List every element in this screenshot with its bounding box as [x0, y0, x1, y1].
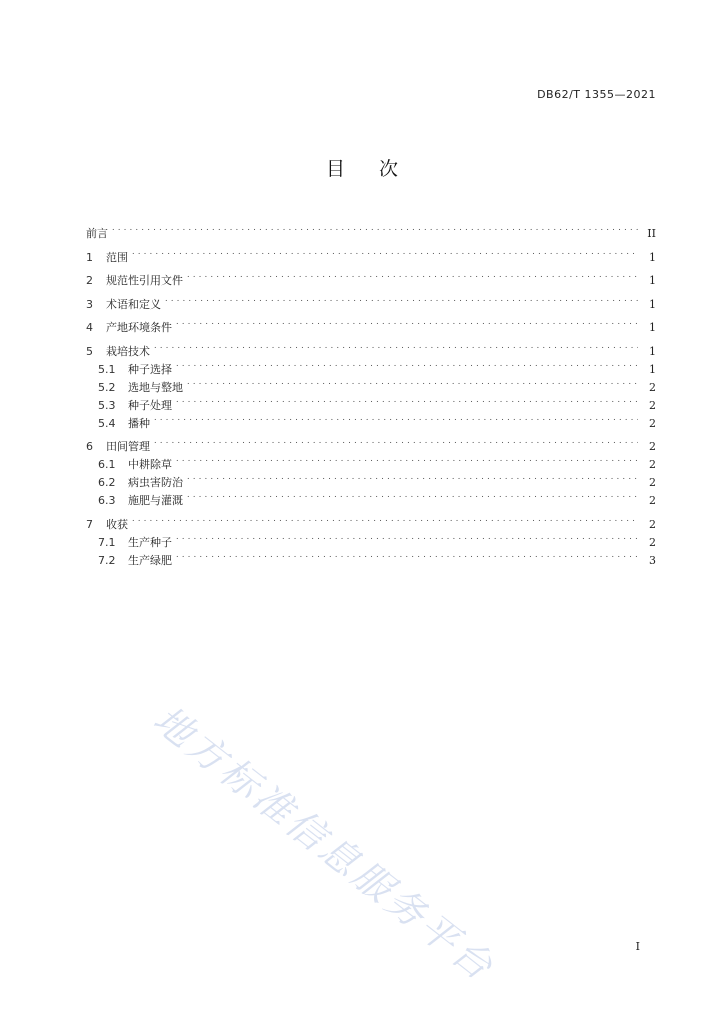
toc-entry-number: 5.1 [98, 362, 116, 376]
toc-entry-label: 中耕除草 [128, 458, 172, 471]
toc-entry[interactable] [86, 409, 656, 430]
toc-entry-page: 2 [649, 440, 656, 453]
toc-entry-page: 2 [649, 517, 656, 531]
toc-entry-number: 5.3 [98, 398, 116, 412]
toc-dot-leader [163, 290, 638, 308]
toc-entry-number: 7.2 [98, 553, 116, 567]
toc-entry-number: 5.4 [98, 416, 116, 430]
table-of-contents [86, 219, 656, 567]
toc-entry-number: 4 [86, 321, 93, 334]
toc-entry-number: 6.1 [98, 458, 116, 471]
toc-entry-label: 产地环境条件 [106, 321, 172, 334]
toc-entry-number: 2 [86, 274, 93, 287]
toc-dot-leader [152, 409, 638, 427]
toc-entry-label: 种子处理 [128, 398, 172, 412]
toc-entry-page: 2 [649, 458, 656, 471]
toc-entry[interactable] [86, 243, 656, 264]
toc-entry-number: 5 [86, 344, 93, 358]
toc-entry-page: 3 [649, 553, 656, 567]
toc-entry-label: 栽培技术 [106, 344, 150, 358]
toc-entry-label: 前言 [86, 227, 108, 240]
toc-entry[interactable] [86, 510, 656, 531]
toc-entry-page: 2 [649, 380, 656, 394]
toc-dot-leader [185, 373, 638, 391]
toc-dot-leader [174, 355, 638, 373]
toc-title-char-2: 次 [379, 158, 399, 180]
toc-entry[interactable] [86, 266, 656, 287]
toc-title [0, 154, 724, 181]
toc-dot-leader [185, 486, 638, 504]
toc-dot-leader [174, 546, 638, 564]
toc-entry-page: 2 [649, 416, 656, 430]
toc-dot-leader [185, 266, 638, 284]
toc-entry-page: 1 [649, 274, 656, 287]
toc-entry-label: 施肥与灌溉 [128, 494, 183, 507]
toc-entry-page: 1 [649, 297, 656, 311]
toc-entry-number: 6 [86, 440, 93, 453]
toc-dot-leader [130, 510, 638, 528]
toc-entry-number: 5.2 [98, 380, 116, 394]
toc-dot-leader [174, 391, 638, 409]
toc-entry-label: 播种 [128, 416, 150, 430]
toc-entry[interactable] [86, 290, 656, 311]
toc-entry-number: 6.3 [98, 494, 116, 507]
toc-entry-page: 2 [649, 535, 656, 549]
toc-entry-label: 收获 [106, 517, 128, 531]
toc-dot-leader [185, 468, 638, 486]
toc-entry[interactable] [86, 432, 656, 453]
toc-entry-number: 1 [86, 250, 93, 264]
toc-dot-leader [174, 313, 638, 331]
toc-entry-page: 1 [649, 362, 656, 376]
toc-entry-page: 1 [649, 344, 656, 358]
toc-entry[interactable] [86, 450, 656, 471]
toc-entry-page: II [647, 227, 656, 240]
toc-entry-page: 2 [649, 494, 656, 507]
page-number: I [635, 940, 640, 953]
toc-entry[interactable] [86, 219, 656, 240]
toc-entry-label: 选地与整地 [128, 380, 183, 394]
toc-dot-leader [110, 219, 638, 237]
toc-entry[interactable] [86, 313, 656, 334]
toc-entry-number: 3 [86, 297, 93, 311]
toc-dot-leader [130, 243, 638, 261]
toc-entry-label: 田间管理 [106, 440, 150, 453]
toc-entry-number: 7.1 [98, 535, 116, 549]
toc-entry-page: 1 [649, 250, 656, 264]
toc-entry[interactable] [86, 337, 656, 358]
watermark: 地方标准信息服务平台 [145, 697, 504, 991]
toc-entry-label: 生产种子 [128, 535, 172, 549]
toc-entry-label: 范围 [106, 250, 128, 264]
toc-entry-label: 术语和定义 [106, 297, 161, 311]
toc-entry[interactable] [86, 355, 656, 376]
toc-dot-leader [174, 450, 638, 468]
toc-title-char-1: 目 [325, 158, 345, 180]
toc-entry-label: 生产绿肥 [128, 553, 172, 567]
toc-entry-number: 7 [86, 517, 93, 531]
toc-dot-leader [152, 432, 638, 450]
toc-entry-number: 6.2 [98, 476, 116, 489]
toc-entry-label: 规范性引用文件 [106, 274, 183, 287]
toc-entry-page: 2 [649, 476, 656, 489]
toc-dot-leader [174, 528, 638, 546]
toc-dot-leader [152, 337, 638, 355]
toc-entry-page: 2 [649, 398, 656, 412]
toc-entry-page: 1 [649, 321, 656, 334]
toc-entry-label: 种子选择 [128, 362, 172, 376]
toc-entry-label: 病虫害防治 [128, 476, 183, 489]
toc-entry[interactable] [86, 528, 656, 549]
document-code: DB62/T 1355—2021 [537, 88, 656, 101]
